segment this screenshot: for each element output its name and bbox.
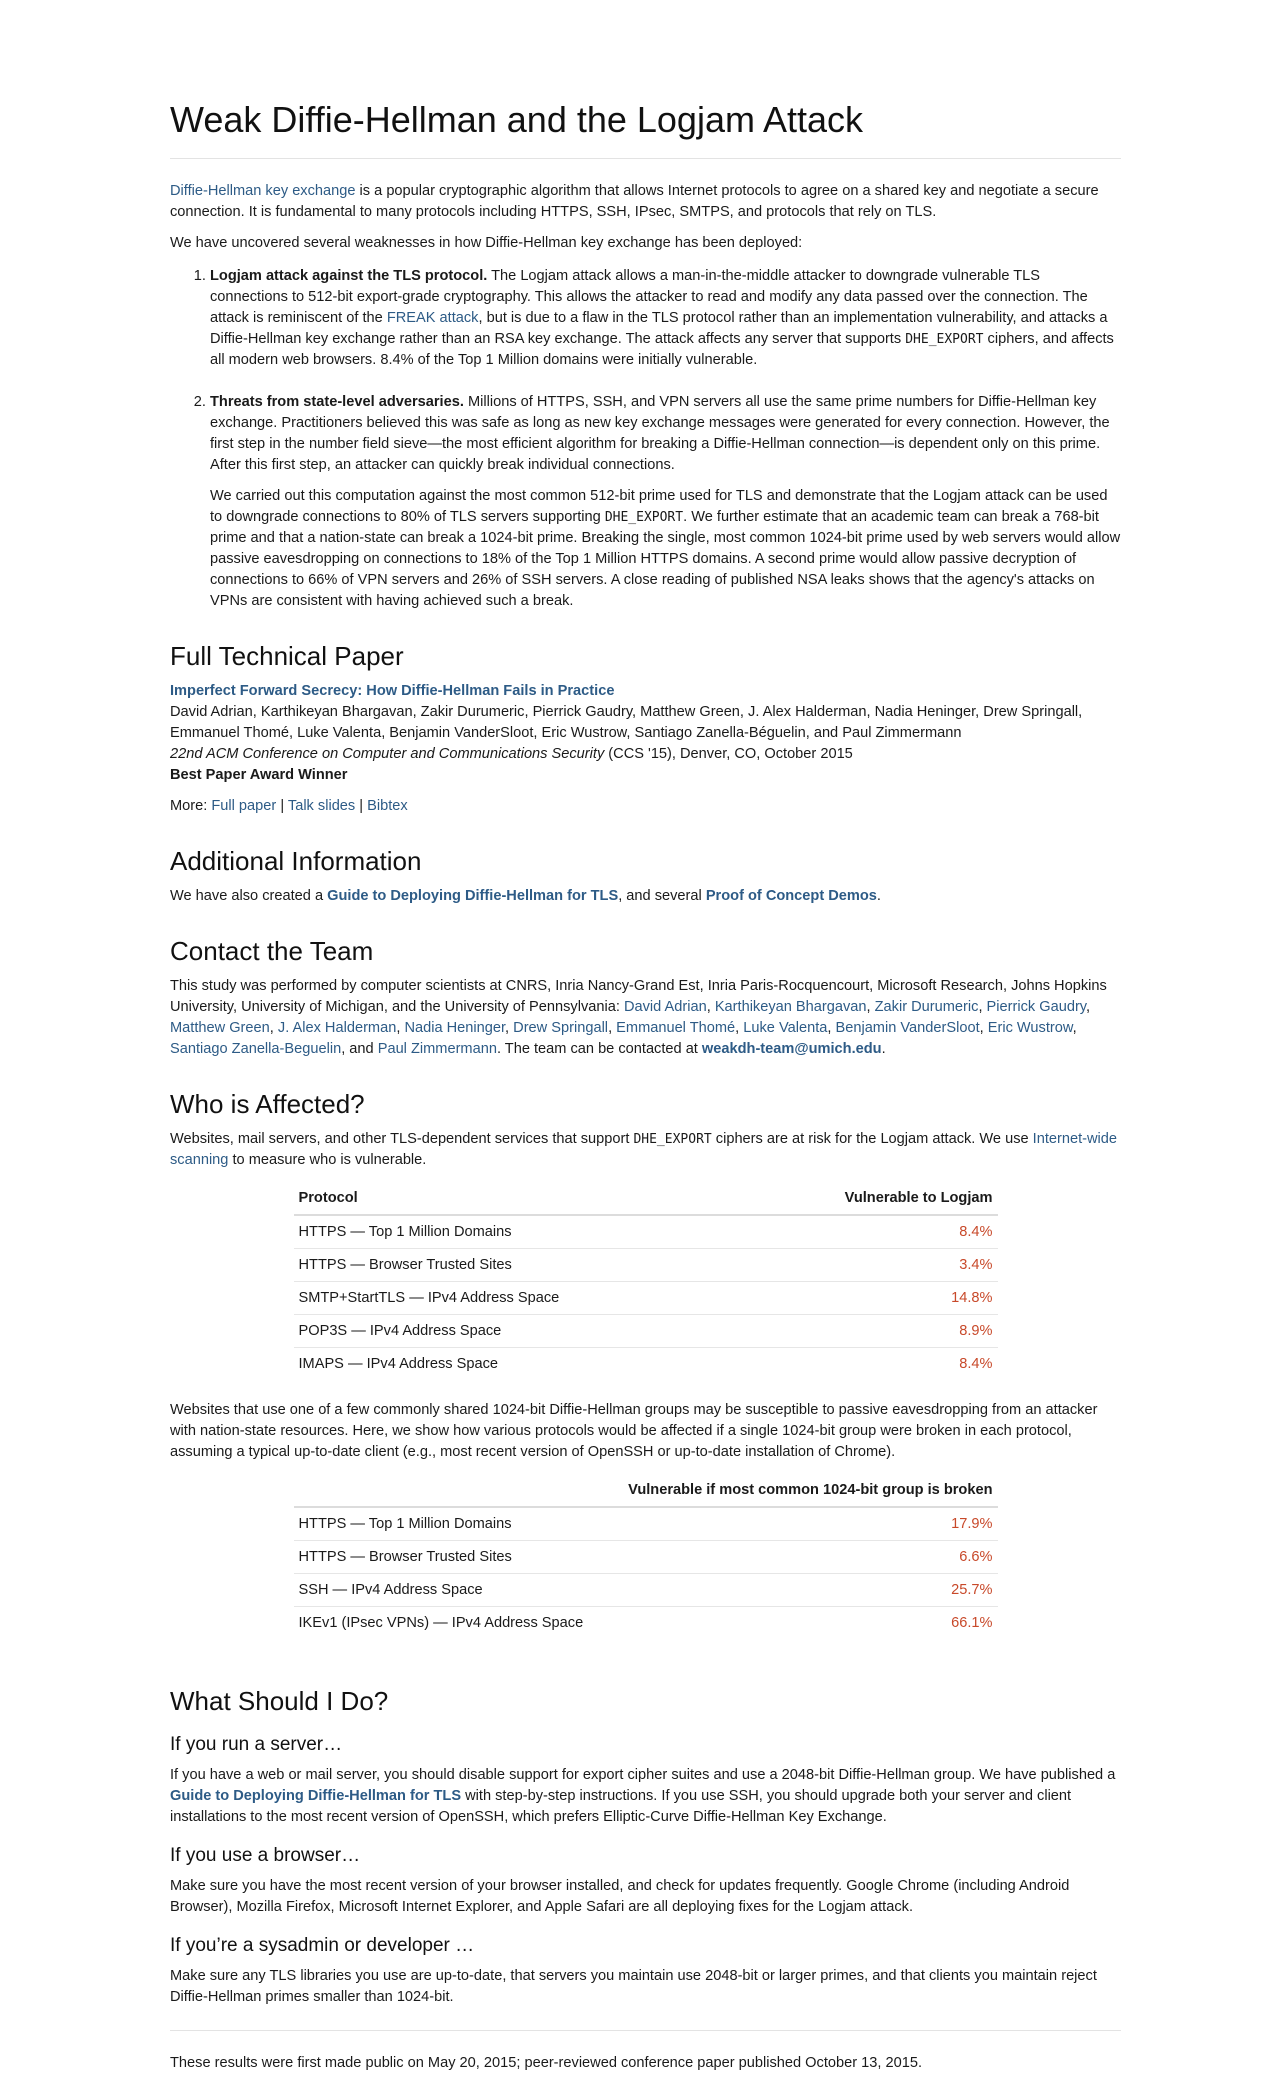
weaknesses-paragraph: We have uncovered several weaknesses in how Diffie-Hellman key exchange has been deployed: [170, 235, 803, 251]
table-row [294, 1507, 998, 1541]
protocol-cell: HTTPS — Browser Trusted Sites [294, 1249, 739, 1282]
table-row [294, 1348, 998, 1381]
percent-cell: 25.7% [604, 1574, 998, 1607]
table-header-vulnerable: Vulnerable to Logjam [738, 1181, 997, 1215]
deploy-guide-link[interactable]: Guide to Deploying Diffie-Hellman for TLS [327, 888, 619, 904]
paper-citation [170, 681, 1121, 817]
additional-heading: Additional Information [170, 846, 422, 876]
paper-venue: 22nd ACM Conference on Computer and Communications Security (CCS '15), Denver, CO, October 2015 [170, 746, 853, 762]
dhe-export-code: DHE_EXPORT [633, 1132, 712, 1147]
contact-email-link[interactable]: weakdh-team@umich.edu [701, 1041, 882, 1057]
table-row [294, 1541, 998, 1574]
protocol-cell: HTTPS — Top 1 Million Domains [294, 1507, 604, 1541]
percent-cell: 17.9% [604, 1507, 998, 1541]
paper-title-link[interactable]: Imperfect Forward Secrecy: How Diffie-Hellman Fails in Practice [170, 683, 615, 699]
deploy-guide-link[interactable]: Guide to Deploying Diffie-Hellman for TLS [170, 1788, 462, 1804]
team-member-link[interactable]: Nadia Heninger [404, 1020, 506, 1036]
protocol-cell: POP3S — IPv4 Address Space [294, 1315, 739, 1348]
team-member-link[interactable]: Matthew Green [170, 1020, 270, 1036]
percent-cell: 8.4% [738, 1215, 997, 1249]
table-header-vulnerable-1024: Vulnerable if most common 1024-bit group is broken [604, 1473, 998, 1507]
group-broken-table [294, 1473, 998, 1639]
page-title: Weak Diffie-Hellman and the Logjam Attack [170, 98, 1121, 159]
contact-heading: Contact the Team [170, 936, 374, 966]
sysadmin-heading: If you’re a sysadmin or developer … [170, 1935, 475, 1956]
team-member-link[interactable]: Luke Valenta [743, 1020, 828, 1036]
team-member-link[interactable]: Zakir Durumeric [874, 999, 979, 1015]
team-member-link[interactable]: Karthikeyan Bhargavan [714, 999, 867, 1015]
what-to-do-heading: What Should I Do? [170, 1686, 389, 1716]
team-member-link[interactable]: J. Alex Halderman [277, 1020, 397, 1036]
percent-cell: 8.4% [959, 1356, 993, 1372]
table-row [294, 1607, 998, 1640]
server-heading: If you run a server… [170, 1734, 343, 1755]
talk-slides-link[interactable]: Talk slides [287, 798, 356, 814]
team-member-link[interactable]: Santiago Zanella-Beguelin [170, 1041, 342, 1057]
full-paper-link[interactable]: Full paper [211, 798, 277, 814]
protocol-cell: HTTPS — Top 1 Million Domains [294, 1215, 739, 1249]
table-row [294, 1574, 998, 1607]
table-header-empty [294, 1473, 604, 1507]
dhe-export-code: DHE_EXPORT [905, 332, 984, 347]
weaknesses-list [170, 266, 1121, 612]
browser-heading: If you use a browser… [170, 1845, 361, 1866]
additional-paragraph: We have also created a Guide to Deploying Diffie-Hellman for TLS, and several Proof of Concept Demos. [170, 888, 881, 904]
diffie-hellman-link[interactable]: Diffie-Hellman key exchange [170, 183, 356, 199]
logjam-vulnerability-table [294, 1181, 998, 1380]
table-row [294, 1282, 998, 1315]
percent-cell: 66.1% [951, 1615, 993, 1631]
paper-more-links: More: Full paper | Talk slides | Bibtex [170, 798, 408, 814]
team-member-link[interactable]: David Adrian [623, 999, 707, 1015]
list-item-state-adversaries: 2. Threats from state-level adversaries. Millions of HTTPS, SSH, and VPN servers all use the same prime numbers for Diffie-Hellman key exchange. Practitioners believed this was safe as long as new key exchange messages were generated for every connection. However, the first step in the number field sieve—the most efficient algorithm for breaking a Diffie-Hellman connection—is dependent only on this prime. After this first step, an attacker can quickly break individual connections. We carried out this computation against the most common 512-bit prime used for TLS and demonstrate that the Logjam attack can be used to downgrade connections to 80% of TLS servers supporting DHE_EXPORT. We further estimate that an academic team can break a 768-bit prime and that a nation-state can break a 1024-bit prime. Breaking the single, most common 1024-bit prime used by web servers would allow passive eavesdropping on connections to 18% of the Top 1 Million HTTPS domains. A second prime would allow passive decryption of connections to 66% of VPN servers and 26% of SSH servers. A close reading of published NSA leaks shows that the agency's attacks on VPNs are consistent with having achieved such a break. [210, 392, 1121, 612]
team-member-link[interactable]: Eric Wustrow [987, 1020, 1073, 1036]
intro-paragraph: Diffie-Hellman key exchange is a popular cryptographic algorithm that allows Internet protocols to agree on a shared key and negotiate a secure connection. It is fundamental to many protocols including HTTPS, SSH, IPsec, SMTPS, and protocols that rely on TLS. [170, 183, 1099, 220]
team-member-link[interactable]: Paul Zimmermann [377, 1041, 497, 1057]
table-row [294, 1215, 998, 1249]
freak-attack-link[interactable]: FREAK attack [386, 310, 479, 326]
paper-authors: David Adrian, Karthikeyan Bhargavan, Zakir Durumeric, Pierrick Gaudry, Matthew Green, J. Alex Halderman, Nadia Heninger, Drew Springall, Emmanuel Thomé, Luke Valenta, Benjamin VanderSloot, Eric Wustrow, Santiago Zanella-Béguelin, and Paul Zimmermann [170, 704, 1083, 741]
list-item-logjam: 1. Logjam attack against the TLS protocol. The Logjam attack allows a man-in-the-middle attacker to downgrade vulnerable TLS connections to 512-bit export-grade cryptography. This allows the attacker to read and modify any data passed over the connection. The attack is reminiscent of the FREAK attack, but is due to a flaw in the TLS protocol rather than an implementation vulnerability, and attacks a Diffie-Hellman key exchange rather than an RSA key exchange. The attack affects any server that supports DHE_EXPORT ciphers, and affects all modern web browsers. 8.4% of the Top 1 Million domains were initially vulnerable. [210, 266, 1121, 371]
page-content [170, 0, 1121, 2074]
protocol-cell: IMAPS — IPv4 Address Space [298, 1356, 499, 1372]
sysadmin-paragraph: Make sure any TLS libraries you use are up-to-date, that servers you maintain use 2048-bit or larger primes, and that clients you maintain reject Diffie-Hellman primes smaller than 1024-bit. [170, 1968, 1097, 2005]
protocol-cell: SSH — IPv4 Address Space [294, 1574, 604, 1607]
server-paragraph: If you have a web or mail server, you should disable support for export cipher suites and use a 2048-bit Diffie-Hellman group. We have published a Guide to Deploying Diffie-Hellman for TLS with step-by-step instructions. If you use SSH, you should upgrade both your server and client installations to the most recent version of OpenSSH, which prefers Elliptic-Curve Diffie-Hellman Key Exchange. [170, 1767, 1116, 1825]
team-member-link[interactable]: Drew Springall [513, 1020, 609, 1036]
affected-heading: Who is Affected? [170, 1089, 365, 1119]
percent-cell: 8.9% [738, 1315, 997, 1348]
protocol-cell: SMTP+StartTLS — IPv4 Address Space [294, 1282, 739, 1315]
protocol-cell: HTTPS — Browser Trusted Sites [294, 1541, 604, 1574]
team-member-link[interactable]: Pierrick Gaudry [986, 999, 1087, 1015]
browser-paragraph: Make sure you have the most recent version of your browser installed, and check for updates frequently. Google Chrome (including Android Browser), Mozilla Firefox, Microsoft Internet Explorer, and Apple Safari are all deploying fixes for the Logjam attack. [170, 1878, 1070, 1915]
team-member-links: David Adrian, Karthikeyan Bhargavan, Zakir Durumeric, Pierrick Gaudry, Matthew Green, J. Alex Halderman, Nadia Heninger, Drew Springall, Emmanuel Thomé, Luke Valenta, Benjamin VanderSloot, Eric Wustrow, Santiago Zanella-Beguelin [170, 999, 1091, 1057]
table-row [294, 1249, 998, 1282]
shared-groups-paragraph: Websites that use one of a few commonly shared 1024-bit Diffie-Hellman groups may be susceptible to passive eavesdropping from an attacker with nation-state resources. Here, we show how various protocols would be affected if a single 1024-bit group were broken in each protocol, assuming a typical up-to-date client (e.g., most recent version of OpenSSH or up-to-date installation of Chrome). [170, 1402, 1098, 1460]
footer-divider [170, 2030, 1121, 2031]
paper-award: Best Paper Award Winner [170, 767, 348, 783]
percent-cell: 6.6% [604, 1541, 998, 1574]
internet-scanning-link[interactable]: Internet-wide scanning [170, 1131, 1118, 1168]
paper-heading: Full Technical Paper [170, 641, 404, 671]
dhe-export-code: DHE_EXPORT [604, 510, 684, 525]
percent-cell: 3.4% [738, 1249, 997, 1282]
contact-paragraph: This study was performed by computer scientists at CNRS, Inria Nancy-Grand Est, Inria Paris-Rocquencourt, Microsoft Research, Johns Hopkins University, University of Michigan, and the University of Pennsylvania: David Adrian, Karthikeyan Bhargavan, Zakir Durumeric, Pierrick Gaudry, Matthew Green, J. Alex Halderman, Nadia Heninger, Drew Springall, Emmanuel Thomé, Luke Valenta, Benjamin VanderSloot, Eric Wustrow, Santiago Zanella-Beguelin, and Paul Zimmermann. The team can be contacted at weakdh-team@umich.edu. [170, 978, 1107, 1057]
percent-cell: 14.8% [738, 1282, 997, 1315]
footer-note: These results were first made public on May 20, 2015; peer-reviewed conference paper published October 13, 2015. [170, 2055, 923, 2071]
affected-paragraph: Websites, mail servers, and other TLS-dependent services that support DHE_EXPORT ciphers are at risk for the Logjam attack. We use Internet-wide scanning to measure who is vulnerable. [170, 1131, 1118, 1168]
table-header-protocol: Protocol [294, 1181, 739, 1215]
bibtex-link[interactable]: Bibtex [367, 798, 408, 814]
team-member-link[interactable]: Emmanuel Thomé [616, 1020, 736, 1036]
table-row [294, 1315, 998, 1348]
poc-demos-link[interactable]: Proof of Concept Demos [705, 888, 877, 904]
protocol-cell: IKEv1 (IPsec VPNs) — IPv4 Address Space [298, 1615, 584, 1631]
team-member-link[interactable]: Benjamin VanderSloot [835, 1020, 980, 1036]
